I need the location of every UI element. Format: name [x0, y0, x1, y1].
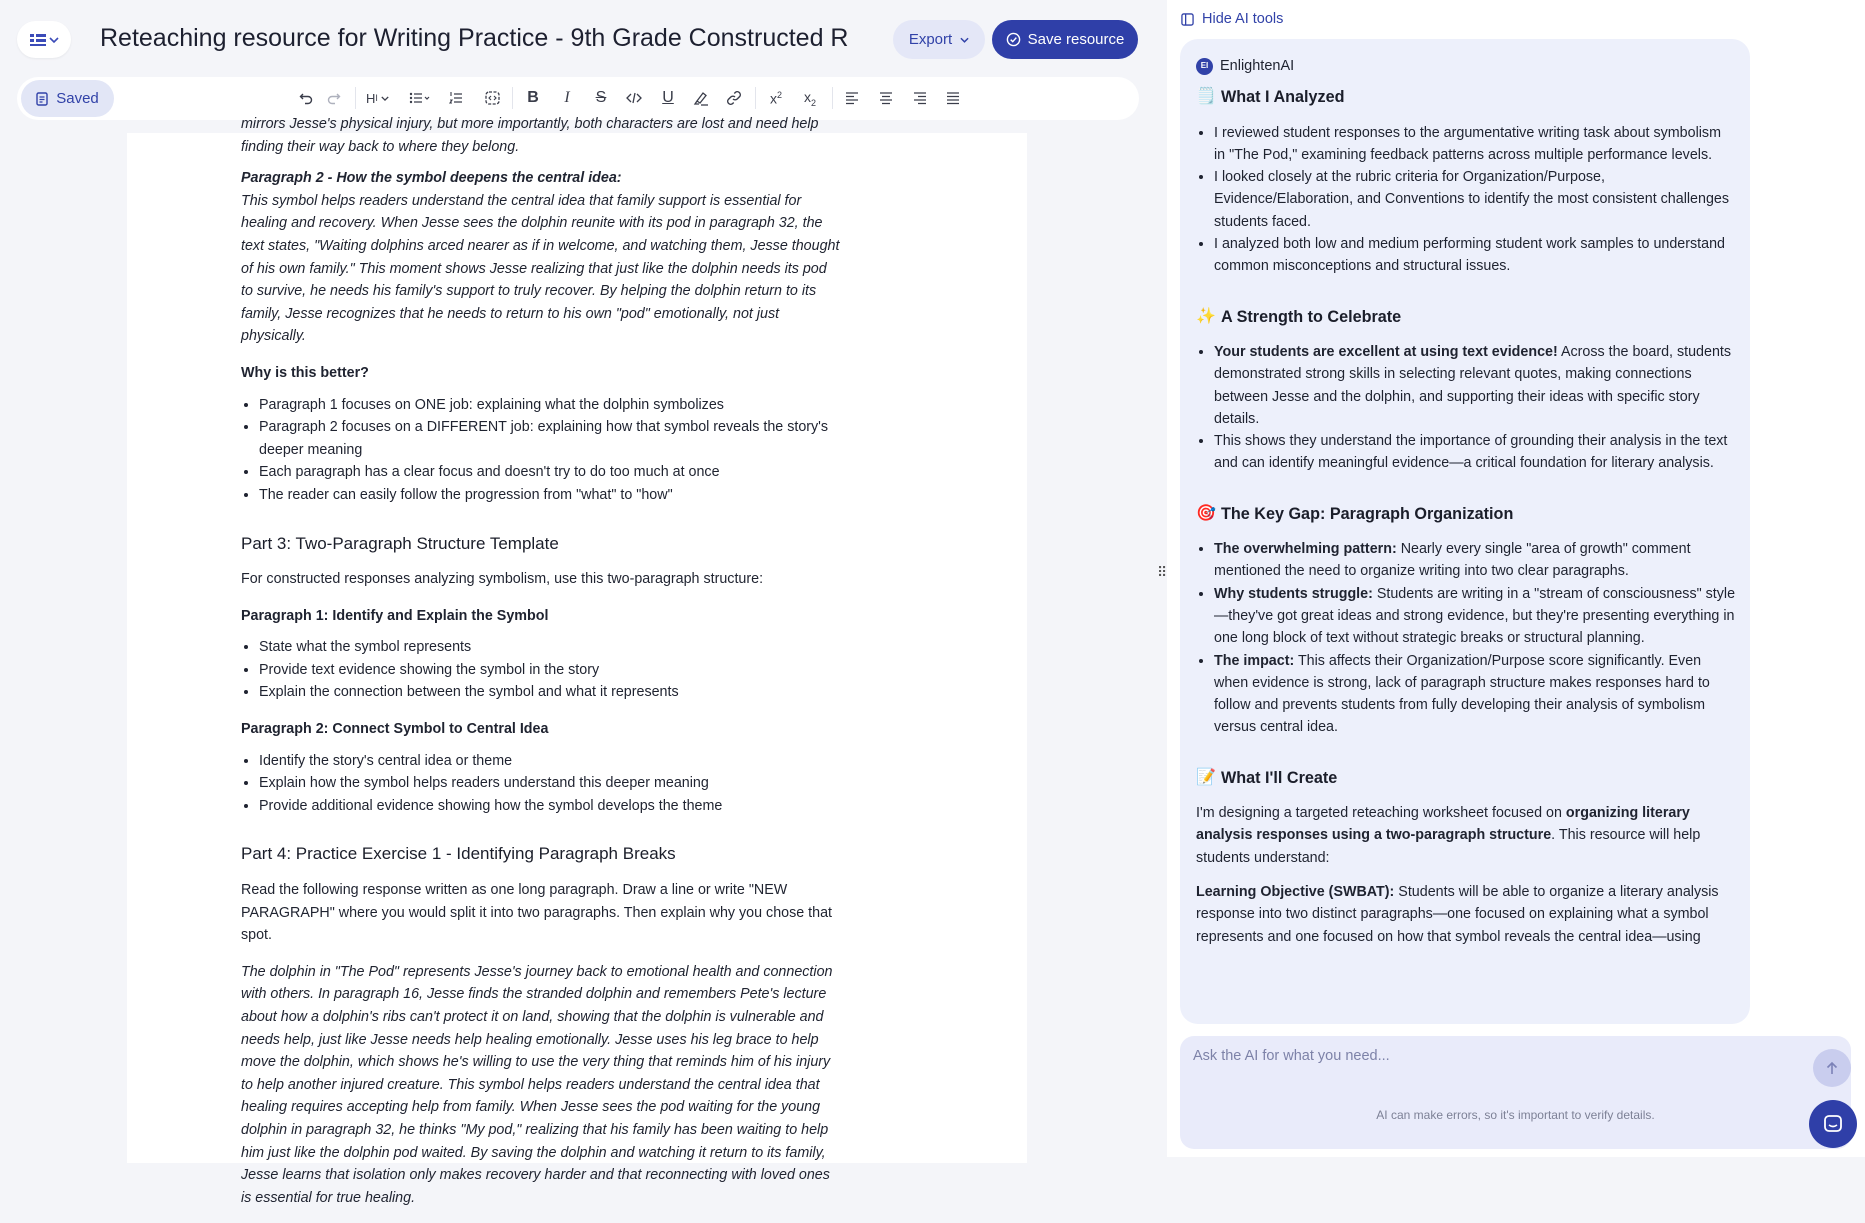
export-label: Export: [908, 31, 953, 48]
check-circle-icon: [1006, 32, 1021, 47]
list-item-emphasis: The impact:: [1214, 652, 1295, 669]
document-icon: [36, 92, 48, 106]
toolbar-divider: [355, 87, 356, 109]
document-paragraph: The dolphin in "The Pod" represents Jesse's journey back to emotional health and connection with others. In paragraph 16, Jesse finds the stranded dolphin and remembers Pete's lecture about how a dolphin's ribs can't protect it on land, showing that the dolphin is vulnerable and needs help, just like Jesse needs help healing emotionally. Jesse uses his leg brace to help move the dolphin, which shows he's willing to use the very thing that reminds him of his injury to help another injured creature. This symbol helps readers understand the central idea that healing requires accepting help from family. When Jesse sees the pod waiting for the young dolphin in paragraph 32, he thinks "My pod," realizing that his family has been waiting to help him just like the dolphin pod waited. By saving the dolphin and watching it return to its family, Jesse learns that isolation only makes recovery harder and that reconnecting with loved ones is essential for true healing.: [241, 963, 833, 1206]
sparkles-icon: ✨: [1196, 307, 1216, 325]
superscript-icon: $x^2$: [769, 89, 782, 107]
hide-ai-tools-button[interactable]: [1181, 11, 1283, 27]
ai-panel: [1167, 0, 1865, 1157]
section-heading: [1196, 767, 1736, 789]
highlight-icon: [693, 91, 709, 106]
section-heading: [1196, 86, 1736, 108]
learning-objective: [1196, 881, 1736, 948]
toolbar-divider: [512, 87, 513, 109]
ai-input-box: [1180, 1036, 1851, 1149]
link-button[interactable]: [723, 86, 745, 110]
code-block-button[interactable]: [481, 86, 503, 110]
heading-icon: I: [375, 93, 378, 103]
document-subheading: Paragraph 2: Connect Symbol to Central Idea: [241, 721, 549, 738]
document-paragraph: mirrors Jesse's physical injury, but more importantly, both characters are lost and need help finding their way back to where they belong.: [241, 116, 819, 155]
document-list: [259, 394, 841, 507]
chat-support-button[interactable]: [1809, 1100, 1857, 1148]
list-item-emphasis: The overwhelming pattern:: [1214, 541, 1397, 558]
arrow-up-icon: [1826, 1061, 1838, 1075]
save-resource-label: Save resource: [1027, 31, 1125, 48]
document-paragraph: For constructed responses analyzing symbolism, use this two-paragraph structure:: [241, 571, 764, 588]
redo-icon: [327, 91, 341, 105]
redo-button[interactable]: [323, 86, 345, 110]
list-item: [1214, 538, 1736, 583]
align-right-icon: [913, 92, 927, 104]
saved-label: Saved: [56, 90, 99, 107]
italic-button[interactable]: [556, 86, 578, 110]
list-item: • I reviewed student responses to the argumentative writing task about symbolism in "The Pod," examining feedback patterns across multiple performance levels.: [1214, 122, 1736, 167]
undo-icon: [299, 91, 313, 105]
list-item: • Paragraph 2 focuses on a DIFFERENT job: explaining how that symbol reveals the story's deeper meaning: [259, 416, 841, 461]
toolbar-divider: [832, 87, 833, 109]
list-item: [1214, 341, 1736, 430]
chevron-down-icon: [49, 37, 59, 43]
list-item: • Paragraph 1 focuses on ONE job: explaining what the dolphin symbolizes: [259, 394, 841, 417]
list-item-emphasis: Why students struggle:: [1214, 585, 1373, 602]
section-heading: [1196, 306, 1736, 328]
sender-name: EnlightenAI: [1220, 58, 1295, 74]
list-item: • This shows they understand the importance of grounding their analysis in the text and can identify meaningful evidence—a critical foundation for literary analysis.: [1214, 430, 1736, 475]
sidebar-toggle-icon: [1181, 13, 1194, 26]
list-item-emphasis: Your students are excellent at using text evidence!: [1214, 343, 1558, 360]
document-subheading: Paragraph 2 - How the symbol deepens the central idea:: [241, 170, 622, 187]
align-center-button[interactable]: [875, 86, 897, 110]
list-item: • Explain how the symbol helps readers understand this deeper meaning: [259, 772, 841, 795]
objective-text: Students will be able to organize a literary analysis response into two distinct paragraphs—one focused on explaining what a symbol represents and one focused on how that symbol reveals the central idea—using: [1196, 883, 1719, 945]
document-heading: Part 4: Practice Exercise 1 - Identifying Paragraph Breaks: [241, 844, 676, 864]
bullet-list-icon: [409, 91, 431, 105]
subscript-icon: $x_2$: [803, 88, 816, 108]
inline-code-button[interactable]: [623, 86, 645, 110]
ai-prompt-input[interactable]: [1193, 1048, 1793, 1064]
align-center-icon: [879, 92, 893, 104]
section-heading: [1196, 503, 1736, 525]
subscript-button[interactable]: [799, 86, 821, 110]
enlighten-ai-avatar: EI: [1196, 58, 1213, 75]
align-left-button[interactable]: [841, 86, 863, 110]
section-title: What I'll Create: [1221, 768, 1338, 787]
chat-bubble-icon: [1823, 1114, 1843, 1134]
memo-icon: 📝: [1196, 768, 1216, 786]
list-item: • Provide text evidence showing the symbol in the story: [259, 659, 841, 682]
document-subheading: Paragraph 1: Identify and Explain the Symbol: [241, 607, 549, 624]
gap-list: [1214, 538, 1736, 739]
align-justify-icon: [946, 92, 960, 104]
send-button[interactable]: [1813, 1049, 1851, 1087]
bold-button[interactable]: [522, 86, 544, 110]
list-item: • Provide additional evidence showing how the symbol develops the theme: [259, 795, 841, 818]
highlight-button[interactable]: [690, 86, 712, 110]
align-justify-button[interactable]: [942, 86, 964, 110]
list-item: • Explain the connection between the symbol and what it represents: [259, 681, 841, 704]
list-item: • State what the symbol represents: [259, 636, 841, 659]
list-item: • The reader can easily follow the progression from "what" to "how": [259, 484, 841, 507]
chevron-down-icon: [960, 37, 969, 43]
document-paragraph: Read the following response written as one long paragraph. Draw a line or write "NEW PARAGRAPH" where you would split it into two paragraphs. Then explain why you chose that spot.: [241, 882, 833, 944]
hide-ai-tools-label: Hide AI tools: [1202, 11, 1284, 27]
list-item: • I analyzed both low and medium performing student work samples to understand common misconceptions and structural issues.: [1214, 233, 1736, 278]
underline-button[interactable]: [657, 86, 679, 110]
undo-button[interactable]: [295, 86, 317, 110]
list-item: • Each paragraph has a clear focus and doesn't try to do too much at once: [259, 461, 841, 484]
document-content[interactable]: [241, 113, 841, 1223]
document-list: [259, 750, 841, 818]
heading-dropdown[interactable]: [366, 86, 389, 110]
document-list: [259, 636, 841, 704]
ai-message-content: [1196, 55, 1736, 960]
objective-label: Learning Objective (SWBAT):: [1196, 883, 1395, 900]
italic-icon: I: [564, 89, 570, 106]
message-sender: [1196, 55, 1736, 77]
underline-icon: U: [662, 89, 674, 106]
bullet-list-button[interactable]: [409, 86, 431, 110]
list-item: • I looked closely at the rubric criteria for Organization/Purpose, Evidence/Elaboration, and Conventions to identify the most consistent challenges students faced.: [1214, 166, 1736, 233]
notepad-icon: 🗒️: [1196, 88, 1216, 106]
superscript-button[interactable]: [765, 86, 787, 110]
inline-code-icon: [626, 92, 642, 104]
document-subheading: Why is this better?: [241, 364, 369, 381]
intro-text: I'm designing a targeted reteaching worksheet focused on: [1196, 805, 1566, 822]
export-button[interactable]: [893, 20, 985, 59]
list-item: [1214, 583, 1736, 650]
resource-menu-button[interactable]: [17, 21, 71, 58]
section-title: What I Analyzed: [1221, 88, 1345, 107]
document-paragraph: This symbol helps readers understand the central idea that family support is essential for healing and recovery. When Jesse sees the dolphin reunite with its pod in paragraph 32, the text states, "Waiting dolphins arced nearer as if in welcome, and watching them, Jesse thought of his own family." This moment shows Jesse realizing that just like the dolphin needs its pod to survive, he needs his family's support to truly recover. By helping the dolphin return to its family, Jesse recognizes that he needs to return to his own "pod" emotionally, not just physically.: [241, 192, 840, 345]
strikethrough-icon: S: [595, 89, 607, 106]
bold-icon: B: [527, 89, 539, 106]
list-item-text: Students are writing in a "stream of consciousness" style—they've got great ideas and strong evidence, but they're presenting everything in one long block of text without strategic breaks or structural planning.: [1214, 585, 1736, 647]
list-item: • Identify the story's central idea or theme: [259, 750, 841, 773]
document-heading: Part 3: Two-Paragraph Structure Template: [241, 533, 559, 553]
strikethrough-button[interactable]: [590, 86, 612, 110]
section-title: The Key Gap: Paragraph Organization: [1221, 504, 1514, 523]
align-right-button[interactable]: [909, 86, 931, 110]
saved-status: [21, 80, 114, 117]
ai-message-card: [1180, 39, 1750, 1024]
panel-resize-handle[interactable]: ⠿: [1157, 564, 1167, 580]
heading-label: H: [366, 90, 376, 106]
numbered-list-icon: [449, 91, 463, 105]
link-icon: [726, 90, 742, 106]
target-icon: 🎯: [1196, 504, 1216, 522]
section-title: A Strength to Celebrate: [1221, 307, 1402, 326]
document-page[interactable]: [127, 116, 1027, 1206]
intro-emphasis: organizing literary analysis responses using a two-paragraph structure: [1196, 805, 1690, 844]
intro-text: . This resource will help students understand:: [1196, 827, 1701, 866]
ai-disclaimer: AI can make errors, so it's important to verify details.: [1376, 1108, 1655, 1122]
grid-menu-icon: [30, 34, 46, 46]
list-item-text: This affects their Organization/Purpose score significantly. Even when evidence is strong, lack of paragraph structure makes responses hard to follow and prevents students from fully developing their analysis of symbolism versus central idea.: [1214, 652, 1710, 736]
numbered-list-button[interactable]: [445, 86, 467, 110]
strength-list: [1214, 341, 1736, 475]
list-item-text: Nearly every single "area of growth" comment mentioned the need to organize writing into two clear paragraphs.: [1214, 541, 1691, 580]
list-item-text: Across the board, students demonstrated strong skills in selecting relevant quotes, making connections between Jesse and the dolphin, and supporting their ideas with specific story details.: [1214, 343, 1732, 427]
save-resource-button[interactable]: [992, 20, 1138, 59]
code-block-icon: [485, 91, 500, 105]
list-item: [1214, 650, 1736, 739]
create-intro: [1196, 802, 1736, 869]
document-title[interactable]: Reteaching resource for Writing Practice - 9th Grade Constructed R: [100, 24, 849, 52]
align-left-icon: [845, 92, 859, 104]
chevron-down-icon: [381, 96, 389, 101]
toolbar-divider: [755, 87, 756, 109]
analysis-list: [1214, 122, 1736, 278]
